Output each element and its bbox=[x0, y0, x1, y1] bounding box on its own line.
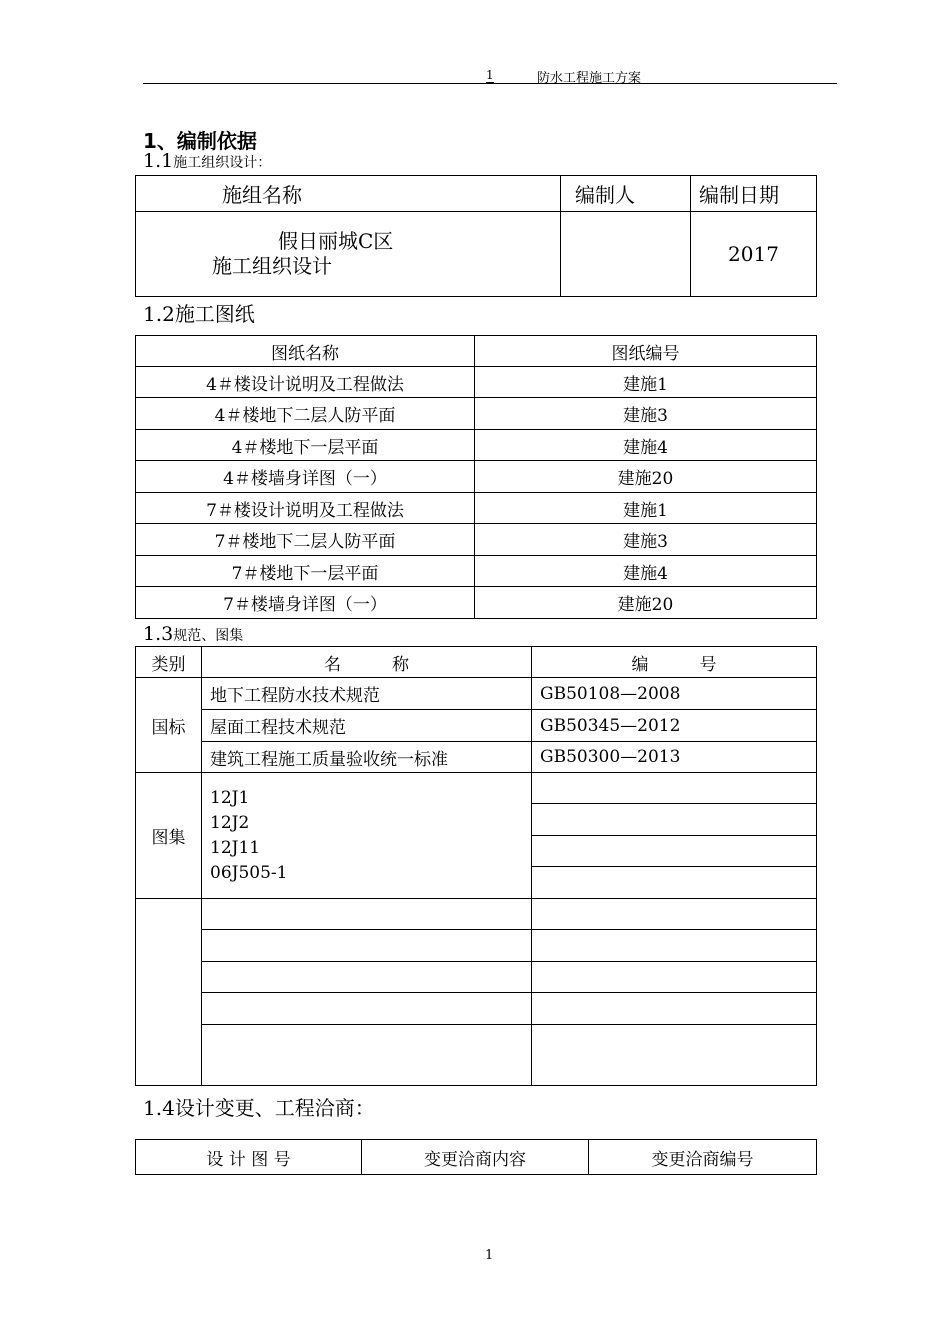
header-rule bbox=[143, 83, 837, 84]
empty-cell bbox=[202, 930, 532, 962]
subsection-1-1 bbox=[143, 150, 271, 172]
atlas-item: 06J505-1 bbox=[210, 862, 288, 883]
design-name-line1: 假日丽城C区 bbox=[278, 229, 394, 253]
construction-design-table bbox=[135, 175, 817, 297]
standard-code: GB50345—2012 bbox=[532, 710, 817, 742]
drawing-name: 4＃楼地下二层人防平面 bbox=[136, 398, 475, 430]
table4-header-drawing-no: 设 计 图 号 bbox=[136, 1140, 362, 1175]
design-change-table bbox=[135, 1139, 817, 1175]
drawing-name: 4＃楼地下一层平面 bbox=[136, 430, 475, 461]
subsection-1-4 bbox=[143, 1092, 375, 1121]
empty-cell bbox=[202, 993, 532, 1025]
empty-cell bbox=[532, 899, 817, 930]
footer-page-number: 1 bbox=[485, 1248, 494, 1263]
standard-name: 地下工程防水技术规范 bbox=[202, 678, 532, 710]
drawing-code: 建施20 bbox=[475, 461, 817, 493]
empty-cell bbox=[532, 930, 817, 962]
drawing-code: 建施3 bbox=[475, 398, 817, 430]
subsection-title: 规范、图集 bbox=[173, 628, 244, 644]
drawing-name: 7＃楼墙身详图（一） bbox=[136, 587, 475, 619]
atlas-item: 12J2 bbox=[210, 812, 250, 833]
category-tuji: 图集 bbox=[136, 773, 202, 899]
design-name-line2: 施工组织设计 bbox=[212, 254, 332, 278]
empty-cell bbox=[532, 962, 817, 993]
empty-cell bbox=[202, 899, 532, 930]
drawings-table bbox=[135, 335, 817, 619]
category-guobiao: 国标 bbox=[136, 678, 202, 773]
drawing-name: 4＃楼墙身详图（一） bbox=[136, 461, 475, 493]
standard-code: GB50108—2008 bbox=[532, 678, 817, 710]
atlas-code-cell bbox=[532, 836, 817, 867]
table1-design-name bbox=[136, 212, 561, 297]
standard-name: 建筑工程施工质量验收统一标准 bbox=[202, 742, 532, 773]
table1-date: 2017 bbox=[691, 212, 817, 297]
empty-cell bbox=[202, 1025, 532, 1086]
drawing-code: 建施3 bbox=[475, 524, 817, 556]
table2-header-name: 图纸名称 bbox=[136, 336, 475, 367]
standards-table bbox=[135, 646, 817, 1086]
standard-code: GB50300—2013 bbox=[532, 742, 817, 773]
table3-header-name: 名 称 bbox=[202, 647, 532, 678]
section-heading: 1、编制依据 bbox=[143, 129, 257, 153]
table4-header-change-content: 变更洽商内容 bbox=[362, 1140, 589, 1175]
subsection-title: 施工组织设计： bbox=[173, 155, 272, 171]
empty-cell bbox=[532, 1025, 817, 1086]
drawing-name: 7＃楼地下一层平面 bbox=[136, 556, 475, 587]
table1-author bbox=[561, 212, 691, 297]
subsection-1-3 bbox=[143, 623, 243, 645]
table3-header-category: 类别 bbox=[136, 647, 202, 678]
drawing-code: 建施4 bbox=[475, 556, 817, 587]
atlas-code-cell bbox=[532, 773, 817, 804]
atlas-item: 12J1 bbox=[210, 787, 250, 808]
subsection-number: 1.2 bbox=[143, 302, 175, 326]
drawing-code: 建施4 bbox=[475, 430, 817, 461]
header-title: 防水工程施工方案 bbox=[537, 71, 642, 86]
standard-name: 屋面工程技术规范 bbox=[202, 710, 532, 742]
table1-header-date: 编制日期 bbox=[691, 176, 817, 212]
drawing-code: 建施1 bbox=[475, 367, 817, 398]
atlas-code-cell bbox=[532, 867, 817, 899]
table3-header-code: 编 号 bbox=[532, 647, 817, 678]
atlas-item: 12J11 bbox=[210, 837, 261, 858]
empty-cell bbox=[202, 962, 532, 993]
subsection-title: 施工图纸 bbox=[174, 302, 255, 326]
atlas-list bbox=[202, 773, 532, 899]
subsection-title: 设计变更、工程洽商： bbox=[174, 1096, 375, 1120]
subsection-number: 1.1 bbox=[143, 150, 174, 172]
subsection-number: 1.3 bbox=[143, 623, 174, 645]
drawing-name: 7＃楼设计说明及工程做法 bbox=[136, 493, 475, 524]
subsection-1-2 bbox=[143, 298, 255, 327]
subsection-number: 1.4 bbox=[143, 1096, 175, 1120]
empty-cell bbox=[532, 993, 817, 1025]
drawing-code: 建施1 bbox=[475, 493, 817, 524]
table1-header-name: 施组名称 bbox=[136, 176, 561, 212]
drawing-name: 7＃楼地下二层人防平面 bbox=[136, 524, 475, 556]
table2-header-code: 图纸编号 bbox=[475, 336, 817, 367]
atlas-code-cell bbox=[532, 804, 817, 836]
header-page-number: 1 bbox=[486, 68, 494, 82]
empty-category-cell bbox=[136, 899, 202, 1086]
drawing-name: 4＃楼设计说明及工程做法 bbox=[136, 367, 475, 398]
drawing-code: 建施20 bbox=[475, 587, 817, 619]
table1-header-author: 编制人 bbox=[561, 176, 691, 212]
table4-header-change-no: 变更洽商编号 bbox=[589, 1140, 817, 1175]
